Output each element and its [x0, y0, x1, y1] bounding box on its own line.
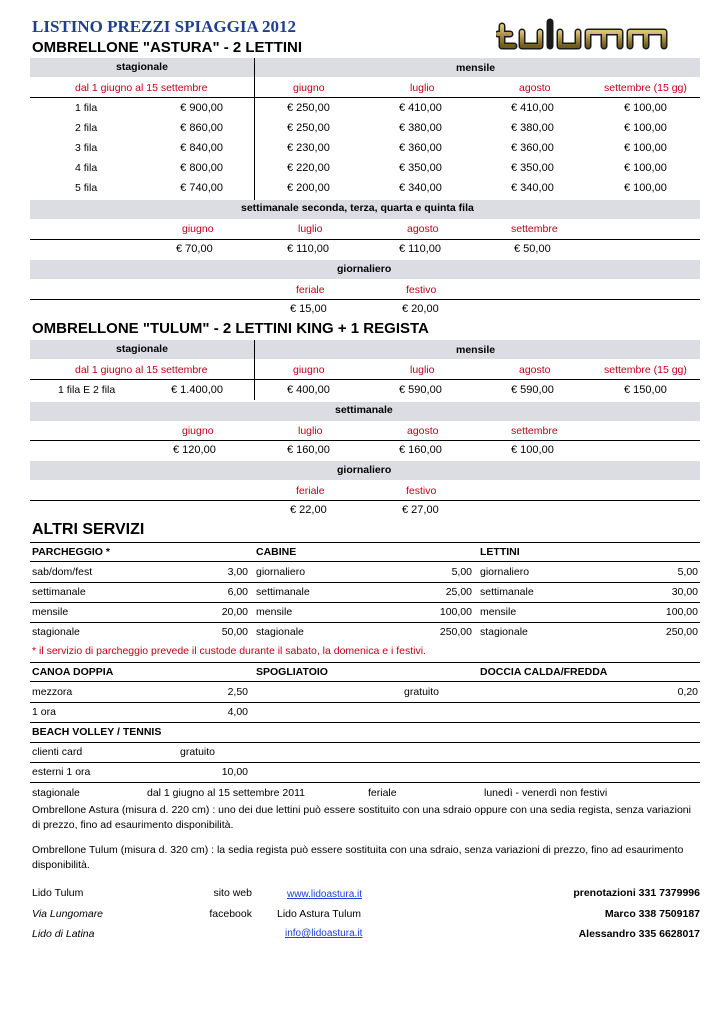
- lettini-item-price: 5,00: [677, 566, 698, 578]
- tulum-sett-settembre: settembre: [511, 425, 558, 437]
- astura-row-luglio: € 340,00: [399, 182, 442, 194]
- canoa-header-divider: [30, 681, 700, 682]
- astura-row-giugno: € 250,00: [287, 122, 330, 134]
- doccia-header: DOCCIA CALDA/FREDDA: [480, 666, 608, 678]
- astura-giornaliero-label: giornaliero: [337, 263, 392, 275]
- astura-row-luglio: € 380,00: [399, 122, 442, 134]
- astura-row-settembre: € 100,00: [624, 102, 667, 114]
- astura-settimanale-label: settimanale seconda, terza, quarta e quinta fila: [241, 202, 474, 214]
- tulum-month-luglio: luglio: [410, 364, 435, 376]
- astura-row-settembre: € 100,00: [624, 182, 667, 194]
- astura-sett-value-agosto: € 110,00: [399, 243, 442, 255]
- beach-stagionale-feriale: feriale: [368, 787, 397, 799]
- astura-divider: [30, 97, 700, 98]
- astura-sett-agosto: agosto: [407, 223, 439, 235]
- tulum-row-label: 1 fila E 2 fila: [58, 384, 116, 396]
- tulum-sett-agosto: agosto: [407, 425, 439, 437]
- tulum-divider: [30, 379, 700, 380]
- astura-month-luglio: luglio: [410, 82, 435, 94]
- footer-prenotazioni: prenotazioni 331 7379996: [573, 887, 700, 899]
- tulum-logo: [496, 18, 672, 54]
- note-astura: Ombrellone Astura (misura d. 220 cm) : uno dei due lettini può essere sostituito con una sdraio oppure con una sedia regista, senza variazioni di prezzo, fino ad esaurimento disponibilità.: [32, 804, 691, 831]
- altri-servizi-title: ALTRI SERVIZI: [32, 521, 145, 538]
- footer-facebook-label: facebook: [209, 908, 252, 920]
- beach-divider-1: [30, 762, 700, 763]
- beach-clienti-price: gratuito: [180, 746, 216, 758]
- footer-city: Lido di Latina: [32, 928, 95, 940]
- cabine-header: CABINE: [256, 546, 297, 558]
- tulum-stagionale-period: dal 1 giugno al 15 settembre: [75, 364, 208, 376]
- tulum-month-giugno: giugno: [293, 364, 325, 376]
- footer-name: Lido Tulum: [32, 887, 84, 899]
- astura-sett-giugno: giugno: [182, 223, 214, 235]
- canoa-top-divider: [30, 662, 700, 663]
- astura-festivo-label: festivo: [406, 284, 437, 296]
- beach-clienti-label: clienti card: [32, 746, 83, 758]
- tulum-giornaliero-label: giornaliero: [337, 464, 392, 476]
- tulum-festivo-value: € 27,00: [402, 504, 439, 516]
- footer-facebook-name[interactable]: Lido Astura Tulum: [277, 908, 362, 920]
- tulum-sett-divider: [30, 440, 700, 441]
- astura-festivo-value: € 20,00: [402, 303, 439, 315]
- cabine-item-price: 100,00: [439, 606, 472, 618]
- astura-row-giugno: € 230,00: [287, 142, 330, 154]
- astura-sett-value-giugno: € 70,00: [176, 243, 213, 255]
- astura-stagionale-label: stagionale: [116, 61, 168, 73]
- canoa-mezzora-price: 2,50: [227, 686, 248, 698]
- tulum-month-settembre: settembre (15 gg): [604, 364, 687, 376]
- astura-sett-divider: [30, 239, 700, 240]
- parcheggio-note: * il servizio di parcheggio prevede il custode durante il sabato, la domenica e i festivi.: [32, 645, 426, 657]
- tulum-sett-value-luglio: € 160,00: [287, 444, 330, 456]
- astura-row-stagionale: € 740,00: [180, 182, 223, 194]
- note-tulum: Ombrellone Tulum (misura d. 320 cm) : la sedia regista può essere sostituita con una sdraio, senza variazioni di prezzo, fino ad esaurimento disponibilità.: [32, 844, 684, 871]
- astura-row-agosto: € 360,00: [511, 142, 554, 154]
- parcheggio-item-price: 20,00: [221, 606, 248, 618]
- cabine-item-label: stagionale: [256, 626, 304, 638]
- footer-alessandro: Alessandro 335 6628017: [578, 928, 700, 940]
- astura-row-stagionale: € 900,00: [180, 102, 223, 114]
- astura-row-label: 5 fila: [75, 182, 98, 194]
- footer-marco: Marco 338 7509187: [604, 908, 700, 920]
- beach-esterni-price: 10,00: [221, 766, 248, 778]
- cabine-item-price: 250,00: [439, 626, 472, 638]
- lettini-item-label: stagionale: [480, 626, 528, 638]
- lettini-item-price: 30,00: [671, 586, 698, 598]
- parcheggio-item-label: mensile: [32, 606, 69, 618]
- tulum-column-divider: [254, 340, 255, 400]
- beach-divider-2: [30, 782, 700, 783]
- canoa-ora-price: 4,00: [227, 706, 248, 718]
- astura-month-settembre: settembre (15 gg): [604, 82, 687, 94]
- astura-giorn-divider: [30, 299, 700, 300]
- tulum-month-agosto: agosto: [519, 364, 551, 376]
- tulum-section-title: OMBRELLONE "TULUM" - 2 LETTINI KING + 1 REGISTA: [32, 320, 429, 337]
- parcheggio-item-price: 6,00: [227, 586, 248, 598]
- astura-row-settembre: € 100,00: [624, 142, 667, 154]
- tulum-row-stagionale: € 1.400,00: [171, 384, 223, 396]
- astura-row-agosto: € 380,00: [511, 122, 554, 134]
- canoa-header: CANOA DOPPIA: [32, 666, 114, 678]
- parcheggio-header: PARCHEGGIO *: [32, 546, 110, 558]
- tulum-feriale-value: € 22,00: [290, 504, 327, 516]
- tulum-settimanale-label: settimanale: [335, 404, 393, 416]
- parcheggio-item-label: sab/dom/fest: [32, 566, 93, 578]
- canoa-mezzora-label: mezzora: [32, 686, 73, 698]
- astura-row-stagionale: € 860,00: [180, 122, 223, 134]
- beach-top-divider: [30, 722, 700, 723]
- cabine-item-label: mensile: [256, 606, 293, 618]
- astura-row-luglio: € 350,00: [399, 162, 442, 174]
- astura-month-giugno: giugno: [293, 82, 325, 94]
- astura-row-stagionale: € 840,00: [180, 142, 223, 154]
- astura-feriale-value: € 15,00: [290, 303, 327, 315]
- astura-section-title: OMBRELLONE "ASTURA" - 2 LETTINI: [32, 39, 303, 56]
- parcheggio-item-label: stagionale: [32, 626, 80, 638]
- astura-row-stagionale: € 800,00: [180, 162, 223, 174]
- cabine-item-price: 25,00: [445, 586, 472, 598]
- astura-sett-settembre: settembre: [511, 223, 558, 235]
- astura-row-giugno: € 200,00: [287, 182, 330, 194]
- astura-row-label: 4 fila: [75, 162, 98, 174]
- beach-stagionale-period: dal 1 giugno al 15 settembre 2011: [147, 787, 306, 799]
- astura-row-agosto: € 340,00: [511, 182, 554, 194]
- astura-row-label: 3 fila: [75, 142, 98, 154]
- tulum-sett-value-agosto: € 160,00: [399, 444, 442, 456]
- cabine-item-price: 5,00: [451, 566, 472, 578]
- beach-header: BEACH VOLLEY / TENNIS: [32, 726, 162, 738]
- footer-street: Via Lungomare: [32, 908, 104, 920]
- lettini-item-label: mensile: [480, 606, 517, 618]
- tulum-sett-value-settembre: € 100,00: [511, 444, 554, 456]
- altri-row-divider: [30, 622, 700, 623]
- astura-stagionale-period: dal 1 giugno al 15 settembre: [75, 82, 208, 94]
- astura-row-settembre: € 100,00: [624, 122, 667, 134]
- canoa-divider-1: [30, 702, 700, 703]
- beach-header-divider: [30, 742, 700, 743]
- tulum-feriale-label: feriale: [296, 485, 325, 497]
- astura-row-label: 1 fila: [75, 102, 98, 114]
- tulum-sett-value-giugno: € 120,00: [173, 444, 216, 456]
- astura-column-divider: [254, 58, 255, 201]
- tulum-row-agosto: € 590,00: [511, 384, 554, 396]
- astura-row-settembre: € 100,00: [624, 162, 667, 174]
- parcheggio-item-price: 50,00: [221, 626, 248, 638]
- astura-row-agosto: € 410,00: [511, 102, 554, 114]
- lettini-item-label: giornaliero: [480, 566, 530, 578]
- altri-row-divider: [30, 602, 700, 603]
- tulum-sett-giugno: giugno: [182, 425, 214, 437]
- lettini-header: LETTINI: [480, 546, 520, 558]
- spogliatoio-header: SPOGLIATOIO: [256, 666, 328, 678]
- astura-feriale-label: feriale: [296, 284, 325, 296]
- canoa-ora-label: 1 ora: [32, 706, 56, 718]
- altri-row-divider: [30, 582, 700, 583]
- beach-stagionale-label: stagionale: [32, 787, 80, 799]
- spogliatoio-price: gratuito: [404, 686, 440, 698]
- astura-sett-value-luglio: € 110,00: [287, 243, 330, 255]
- tulum-row-giugno: € 400,00: [287, 384, 330, 396]
- parcheggio-item-price: 3,00: [227, 566, 248, 578]
- lettini-item-price: 250,00: [665, 626, 698, 638]
- astura-month-agosto: agosto: [519, 82, 551, 94]
- tulum-festivo-label: festivo: [406, 485, 437, 497]
- tulum-giorn-divider: [30, 500, 700, 501]
- price-list-title: LISTINO PREZZI SPIAGGIA 2012: [32, 17, 297, 36]
- beach-stagionale-days: lunedì - venerdì non festivi: [484, 787, 608, 799]
- footer-email-link[interactable]: info@lidoastura.it: [285, 928, 363, 939]
- altri-header-divider: [30, 561, 700, 562]
- astura-row-giugno: € 250,00: [287, 102, 330, 114]
- astura-sett-value-settembre: € 50,00: [514, 243, 551, 255]
- astura-sett-luglio: luglio: [298, 223, 323, 235]
- tulum-row-luglio: € 590,00: [399, 384, 442, 396]
- beach-esterni-label: esterni 1 ora: [32, 766, 91, 778]
- parcheggio-item-label: settimanale: [32, 586, 86, 598]
- doccia-price: 0,20: [677, 686, 698, 698]
- astura-row-label: 2 fila: [75, 122, 98, 134]
- footer-site-link[interactable]: www.lidoastura.it: [287, 889, 363, 900]
- altri-top-divider: [30, 542, 700, 543]
- tulum-sett-luglio: luglio: [298, 425, 323, 437]
- tulum-mensile-label: mensile: [456, 344, 496, 356]
- astura-row-luglio: € 410,00: [399, 102, 442, 114]
- lettini-item-price: 100,00: [665, 606, 698, 618]
- astura-mensile-label: mensile: [456, 62, 496, 74]
- cabine-item-label: giornaliero: [256, 566, 306, 578]
- astura-row-luglio: € 360,00: [399, 142, 442, 154]
- tulum-row-settembre: € 150,00: [624, 384, 667, 396]
- astura-row-giugno: € 220,00: [287, 162, 330, 174]
- cabine-item-label: settimanale: [256, 586, 310, 598]
- footer-site-label: sito web: [213, 887, 252, 899]
- lettini-item-label: settimanale: [480, 586, 534, 598]
- astura-row-agosto: € 350,00: [511, 162, 554, 174]
- tulum-stagionale-label: stagionale: [116, 343, 168, 355]
